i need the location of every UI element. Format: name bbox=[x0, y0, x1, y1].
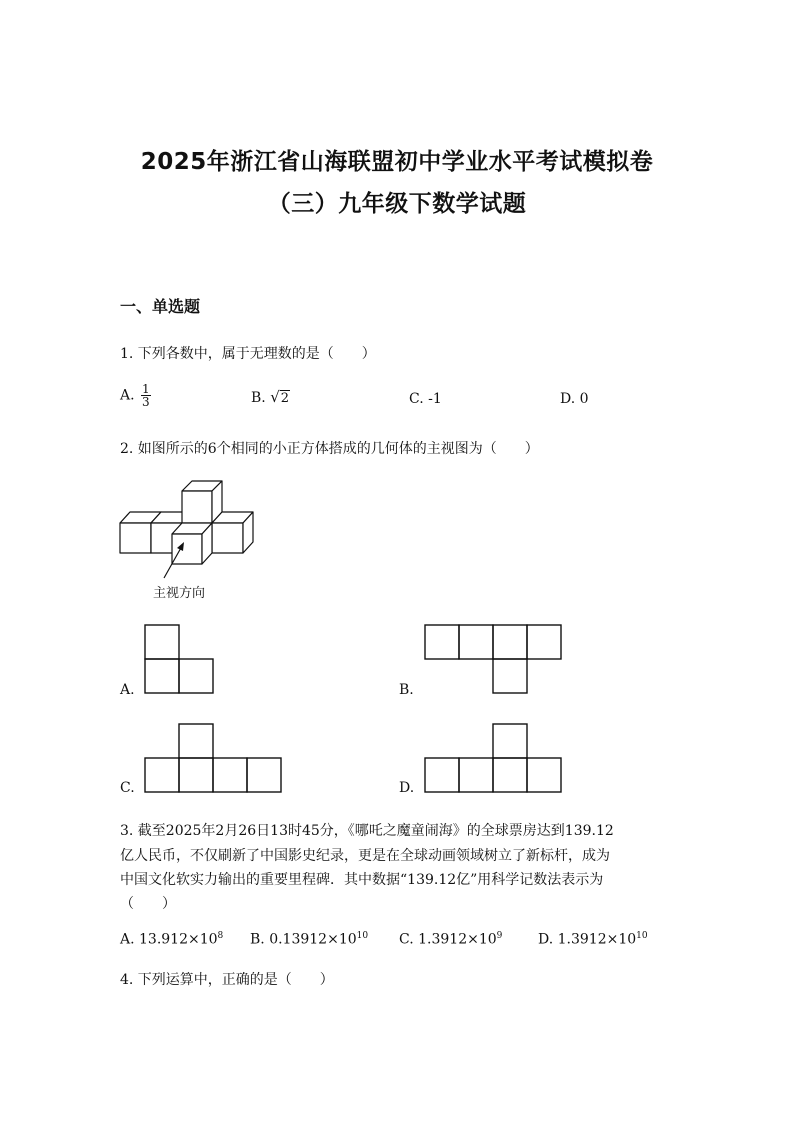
q3-option-d-base: D. 1.3912×10 bbox=[538, 931, 637, 948]
q3-option-c-base: C. 1.3912×10 bbox=[399, 931, 497, 948]
q1-option-a-label: A. bbox=[120, 387, 135, 404]
q2-stem: 2. 如图所示的6个相同的小正方体搭成的几何体的主视图为（ ） bbox=[120, 441, 539, 457]
q2-arrow-label: 主视方向 bbox=[153, 586, 206, 601]
q1-stem: 1. 下列各数中，属于无理数的是（ ） bbox=[120, 346, 376, 362]
q3-option-b-base: B. 0.13912×10 bbox=[250, 931, 357, 948]
q2-option-a-figure bbox=[144, 624, 216, 696]
q3-line4: （ ） bbox=[120, 896, 176, 912]
q1-option-c: C. -1 bbox=[409, 391, 442, 407]
q3-line1: 3. 截至2025年2月26日13时45分，《哪吒之魔童闹海》的全球票房达到139.12 bbox=[120, 823, 614, 839]
q4-stem: 4. 下列运算中，正确的是（ ） bbox=[120, 972, 334, 988]
q3-option-b-exponent: 10 bbox=[356, 931, 369, 941]
sqrt-symbol: √ bbox=[270, 388, 280, 406]
q2-solid-figure bbox=[118, 478, 258, 588]
fraction-numerator: 1 bbox=[142, 382, 150, 396]
q3-option-a-base: A. 13.912×10 bbox=[120, 931, 218, 948]
q3-line2: 亿人民币，不仅刷新了中国影史纪录，更是在全球动画领域树立了新标杆，成为 bbox=[120, 848, 610, 864]
q3-option-d bbox=[538, 931, 648, 948]
q3-option-a-exponent: 8 bbox=[217, 931, 224, 941]
q3-line3: 中国文化软实力输出的重要里程碑．其中数据“139.12亿”用科学记数法表示为 bbox=[120, 872, 604, 888]
q2-option-c-figure bbox=[144, 723, 284, 795]
fraction-denominator: 3 bbox=[142, 395, 150, 409]
q2-option-d-label: D. bbox=[399, 780, 415, 796]
sqrt-icon bbox=[270, 388, 290, 406]
q2-option-b-figure bbox=[424, 624, 564, 696]
q1-option-a-fraction bbox=[141, 383, 151, 408]
q1-option-b-label: B. bbox=[251, 390, 266, 406]
q2-option-d-figure bbox=[424, 723, 564, 795]
q1-option-d: D. 0 bbox=[560, 391, 589, 407]
section-heading: 一、单选题 bbox=[120, 297, 201, 316]
q3-option-b bbox=[250, 931, 368, 948]
q1-option-a bbox=[120, 383, 151, 408]
q2-option-b-label: B. bbox=[399, 682, 414, 698]
q1-option-b bbox=[251, 388, 290, 406]
q3-option-c bbox=[399, 931, 502, 948]
q2-option-a-label: A. bbox=[120, 682, 135, 698]
q3-option-a bbox=[120, 931, 223, 948]
q2-option-c-label: C. bbox=[120, 780, 135, 796]
sqrt-radicand: 2 bbox=[280, 391, 290, 406]
q3-option-c-exponent: 9 bbox=[496, 931, 503, 941]
doc-title-line1: 2025年浙江省山海联盟初中学业水平考试模拟卷 bbox=[140, 149, 654, 175]
q3-option-d-exponent: 10 bbox=[636, 931, 648, 941]
doc-title-line2: （三）九年级下数学试题 bbox=[267, 191, 527, 217]
